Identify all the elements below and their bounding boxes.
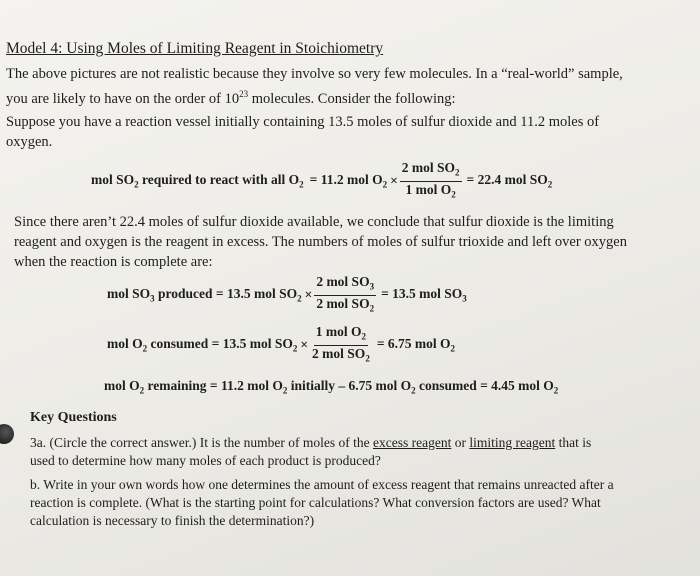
para3-line1: Since there aren’t 22.4 moles of sulfur dioxide available, we conclude that sulfur dioxide is the limiting (14, 214, 614, 230)
fraction: $\frac{2 mol SO_2}{1 mol O_2}$ (401, 160, 460, 200)
question-b-line2: reaction is complete. (What is the starting point for calculations? What conversion factors are used? What (30, 495, 601, 510)
question-3a-line1: 3a. (Circle the correct answer.) It is the number of moles of the excess reagent or limiting reagent that is (30, 435, 592, 450)
para3-line2: reagent and oxygen is the reagent in excess. The numbers of moles of sulfur trioxide and left over oxygen (14, 234, 627, 250)
equation-so2-required: mol $SO_2$ required to react with all $O_2$ = 11.2 mol $O_2$ × $\frac{2 mol SO_2}{1 mol O_2}$ = 22.4 mol $SO_2$ (88, 160, 555, 202)
option-excess-reagent[interactable]: excess reagent (373, 435, 452, 450)
page-marker-dot (0, 424, 14, 444)
equation-so3-produced: mol $SO_3$ produced = 13.5 mol $SO_2$ × $\frac{2 mol SO_3}{2 mol SO_2}$ = 13.5 mol $SO_3$ (104, 274, 470, 316)
para1-line1: The above pictures are not realistic because they involve so very few molecules. In a “real-world” sample, (6, 66, 623, 82)
fraction: $\frac{1 mol O_2}{2 mol SO_2}$ (312, 324, 370, 364)
equation-o2-remaining: mol $O_2$ remaining = 11.2 mol $O_2$ initially – 6.75 mol $O_2$ consumed = 4.45 mol $O_2$ (104, 378, 559, 396)
question-b-line3: calculation is necessary to finish the determination?) (30, 513, 315, 528)
para1-line2: you are likely to have on the order of $10^{23}$ molecules. Consider the following: (6, 89, 456, 107)
para2-line1: Suppose you have a reaction vessel initially containing 13.5 moles of sulfur dioxide and 11.2 moles of (6, 114, 600, 130)
question-3a-line2: used to determine how many moles of each product is produced? (30, 453, 381, 468)
equation-o2-consumed: mol $O_2$ consumed = 13.5 mol $SO_2$ × $\frac{1 mol O_2}{2 mol SO_2}$ = 6.75 mol $O_2$ (104, 324, 458, 366)
option-limiting-reagent[interactable]: limiting reagent (469, 435, 556, 450)
para2-line2: oxygen. (6, 134, 53, 150)
fraction: $\frac{2 mol SO_3}{2 mol SO_2}$ (316, 274, 375, 314)
question-b-line1: b. Write in your own words how one determines the amount of excess reagent that remains unreacted after a (30, 477, 614, 492)
para3-line3: when the reaction is complete are: (14, 254, 213, 270)
model-title: Model 4: Using Moles of Limiting Reagent in Stoichiometry (6, 40, 384, 57)
key-questions-heading: Key Questions (30, 410, 117, 425)
